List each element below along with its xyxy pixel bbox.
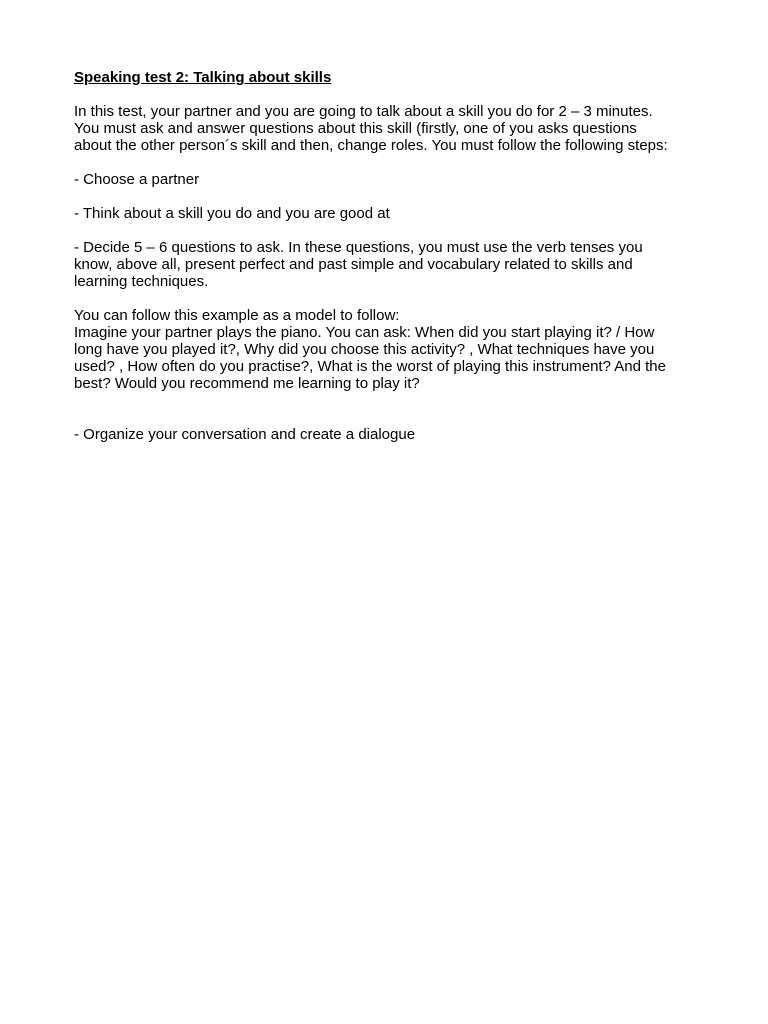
spacer: [74, 86, 714, 103]
spacer: [74, 188, 714, 205]
step-decide-questions: - Decide 5 – 6 questions to ask. In these questions, you must use the verb tenses you know, above all, present perfect and past simple and vocabulary related to skills and learning techniques.: [74, 239, 643, 290]
spacer: [74, 154, 714, 171]
example-intro: You can follow this example as a model to follow:: [74, 307, 400, 324]
spacer: [74, 290, 714, 307]
step-choose-partner: - Choose a partner: [74, 171, 200, 188]
document-title: Speaking test 2: Talking about skills: [74, 69, 332, 86]
spacer: [74, 222, 714, 239]
example-paragraph: Imagine your partner plays the piano. You can ask: When did you start playing it? / How long have you played it?, Why did you choose this activity? , What techniques have you used? , How often do you practise?, What is the worst of playing this instrument? And the best? Would you recommend me learning to play it?: [74, 324, 666, 392]
spacer: [74, 392, 714, 426]
step-think-skill: - Think about a skill you do and you are good at: [74, 205, 390, 222]
intro-paragraph: In this test, your partner and you are going to talk about a skill you do for 2 – 3 minutes. You must ask and answer questions about this skill (firstly, one of you asks questions about the other person´s skill and then, change roles. You must follow the following steps:: [74, 103, 668, 154]
document-page: [74, 69, 714, 443]
step-organize-conversation: - Organize your conversation and create a dialogue: [74, 426, 416, 443]
